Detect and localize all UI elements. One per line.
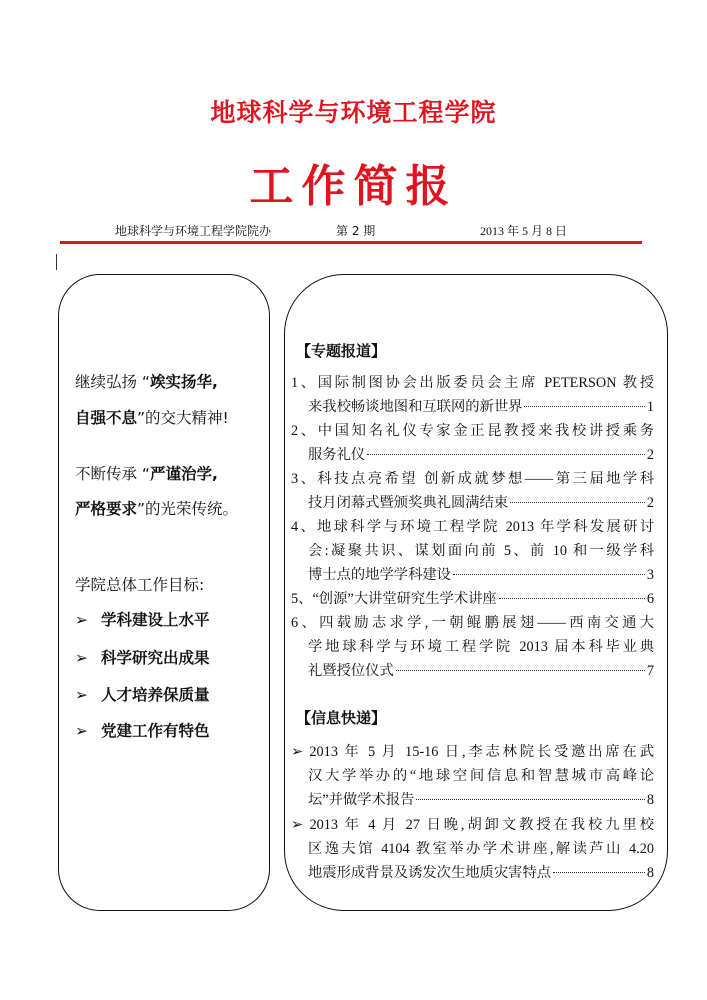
motto-1-bold-b: 自强不息 [75,409,138,427]
news-item-text: 坛”并做学术报告 [308,792,415,808]
motto-2-bold-a: 严谨治学, [149,465,218,483]
department-name: 地球科学与环境工程学院院办 [115,224,272,238]
brief-title: 工作简报 [249,161,458,212]
toc-item-6-line-1[interactable]: 6、四载励志求学,一朝鲲鹏展翅——西南交通大 [291,615,654,631]
news-item-2-line-2[interactable]: 区逸夫馆 4104 教室举办学术讲座,解读芦山 4.20 [308,841,654,857]
dot-leader [453,574,645,575]
dot-leader [396,670,645,671]
toc-item-2-line-2[interactable] [308,444,654,467]
news-item-text: 地震形成背景及诱发次生地质灾害特点 [308,865,552,881]
motto-1-bold-a: 竢实扬华, [149,373,218,391]
toc-item-text: 来我校畅谈地图和互联网的新世界 [308,399,523,415]
news-item-1-line-3[interactable] [308,789,654,812]
news-item-1-line-1[interactable]: ➢ 2013 年 5 月 15-16 日,李志林院长受邀出席在武 [291,744,654,760]
dot-leader [367,454,645,455]
dot-leader [510,502,645,503]
toc-item-4-line-2[interactable]: 会:凝聚共识、谋划面向前 5、前 10 和一级学科 [308,543,654,559]
toc-item-text: 5、“创源”大讲堂研究生学术讲座 [291,591,497,607]
arrow-bullet-icon: ➢ [75,611,88,629]
goal-item [75,608,210,630]
motto-1-prefix: 继续弘扬 “ [75,373,150,391]
toc-item-4-line-3[interactable] [308,564,654,587]
motto-1-line-1 [75,370,218,392]
goal-item [75,719,210,741]
college-title: 地球科学与环境工程学院 [210,98,497,127]
goal-text: 人才培养保质量 [101,686,210,704]
toc-item-5-line-1[interactable] [291,588,654,611]
toc-item-6-line-2[interactable]: 学地球科学与环境工程学院 2013 届本科毕业典 [308,639,654,655]
issue-number: 第 2 期 [336,224,376,238]
toc-item-text: 礼暨授位仪式 [308,663,394,679]
special-reports-heading: 【专题报道】 [296,342,387,360]
news-item-2-line-1[interactable]: ➢ 2013 年 4 月 27 日晚,胡卸文教授在我校九里校 [291,817,654,833]
motto-1-suffix: ”的交大精神! [137,409,229,427]
toc-item-1-line-2[interactable] [308,396,654,419]
toc-item-text: 博士点的地学学科建设 [308,567,451,583]
toc-item-4-line-1[interactable]: 4、地球科学与环境工程学院 2013 年学科发展研讨 [291,519,654,535]
news-item-1-line-2[interactable]: 汉大学举办的“地球空间信息和智慧城市高峰论 [308,768,654,784]
goal-text: 党建工作有特色 [101,722,210,740]
motto-2-prefix: 不断传承 “ [75,465,150,483]
toc-page-number: 2 [646,447,654,463]
motto-1-line-2 [75,406,229,428]
goal-item [75,646,210,668]
toc-page-number: 1 [646,399,654,415]
toc-item-3-line-2[interactable] [308,492,654,515]
arrow-bullet-icon: ➢ [75,686,88,704]
news-item-2-line-3[interactable] [308,862,654,885]
toc-item-text: 服务礼仪 [308,447,366,463]
toc-item-3-line-1[interactable]: 3、科技点亮希望 创新成就梦想——第三届地学科 [291,471,654,487]
goal-text: 科学研究出成果 [101,649,210,667]
toc-page-number: 3 [646,567,654,583]
news-page-number: 8 [646,792,654,808]
toc-page-number: 6 [646,591,654,607]
header-divider [60,241,642,244]
toc-page-number: 7 [646,663,654,679]
news-express-heading: 【信息快递】 [296,709,387,727]
goals-heading: 学院总体工作目标: [75,576,205,594]
issue-date: 2013 年 5 月 8 日 [480,224,568,238]
arrow-bullet-icon: ➢ [75,722,88,740]
dot-leader [416,799,644,800]
dot-leader [524,406,644,407]
toc-page-number: 2 [646,495,654,511]
dot-leader [553,872,645,873]
motto-2-bold-b: 严格要求 [75,500,138,518]
news-page-number: 8 [646,865,654,881]
goal-text: 学科建设上水平 [101,611,210,629]
motto-2-suffix: ”的光荣传统。 [137,500,239,518]
dot-leader [499,598,645,599]
toc-item-2-line-1[interactable]: 2、中国知名礼仪专家金正昆教授来我校讲授乘务 [291,423,654,439]
motto-2-line-1 [75,462,218,484]
arrow-bullet-icon: ➢ [75,649,88,667]
motto-2-line-2 [75,497,238,519]
toc-item-text: 技月闭幕式暨颁奖典礼圆满结束 [308,495,509,511]
toc-item-6-line-3[interactable] [308,660,654,683]
text-cursor [56,254,57,270]
toc-item-1-line-1[interactable]: 1、国际制图协会出版委员会主席 PETERSON 教授 [291,375,654,391]
goal-item [75,683,210,705]
